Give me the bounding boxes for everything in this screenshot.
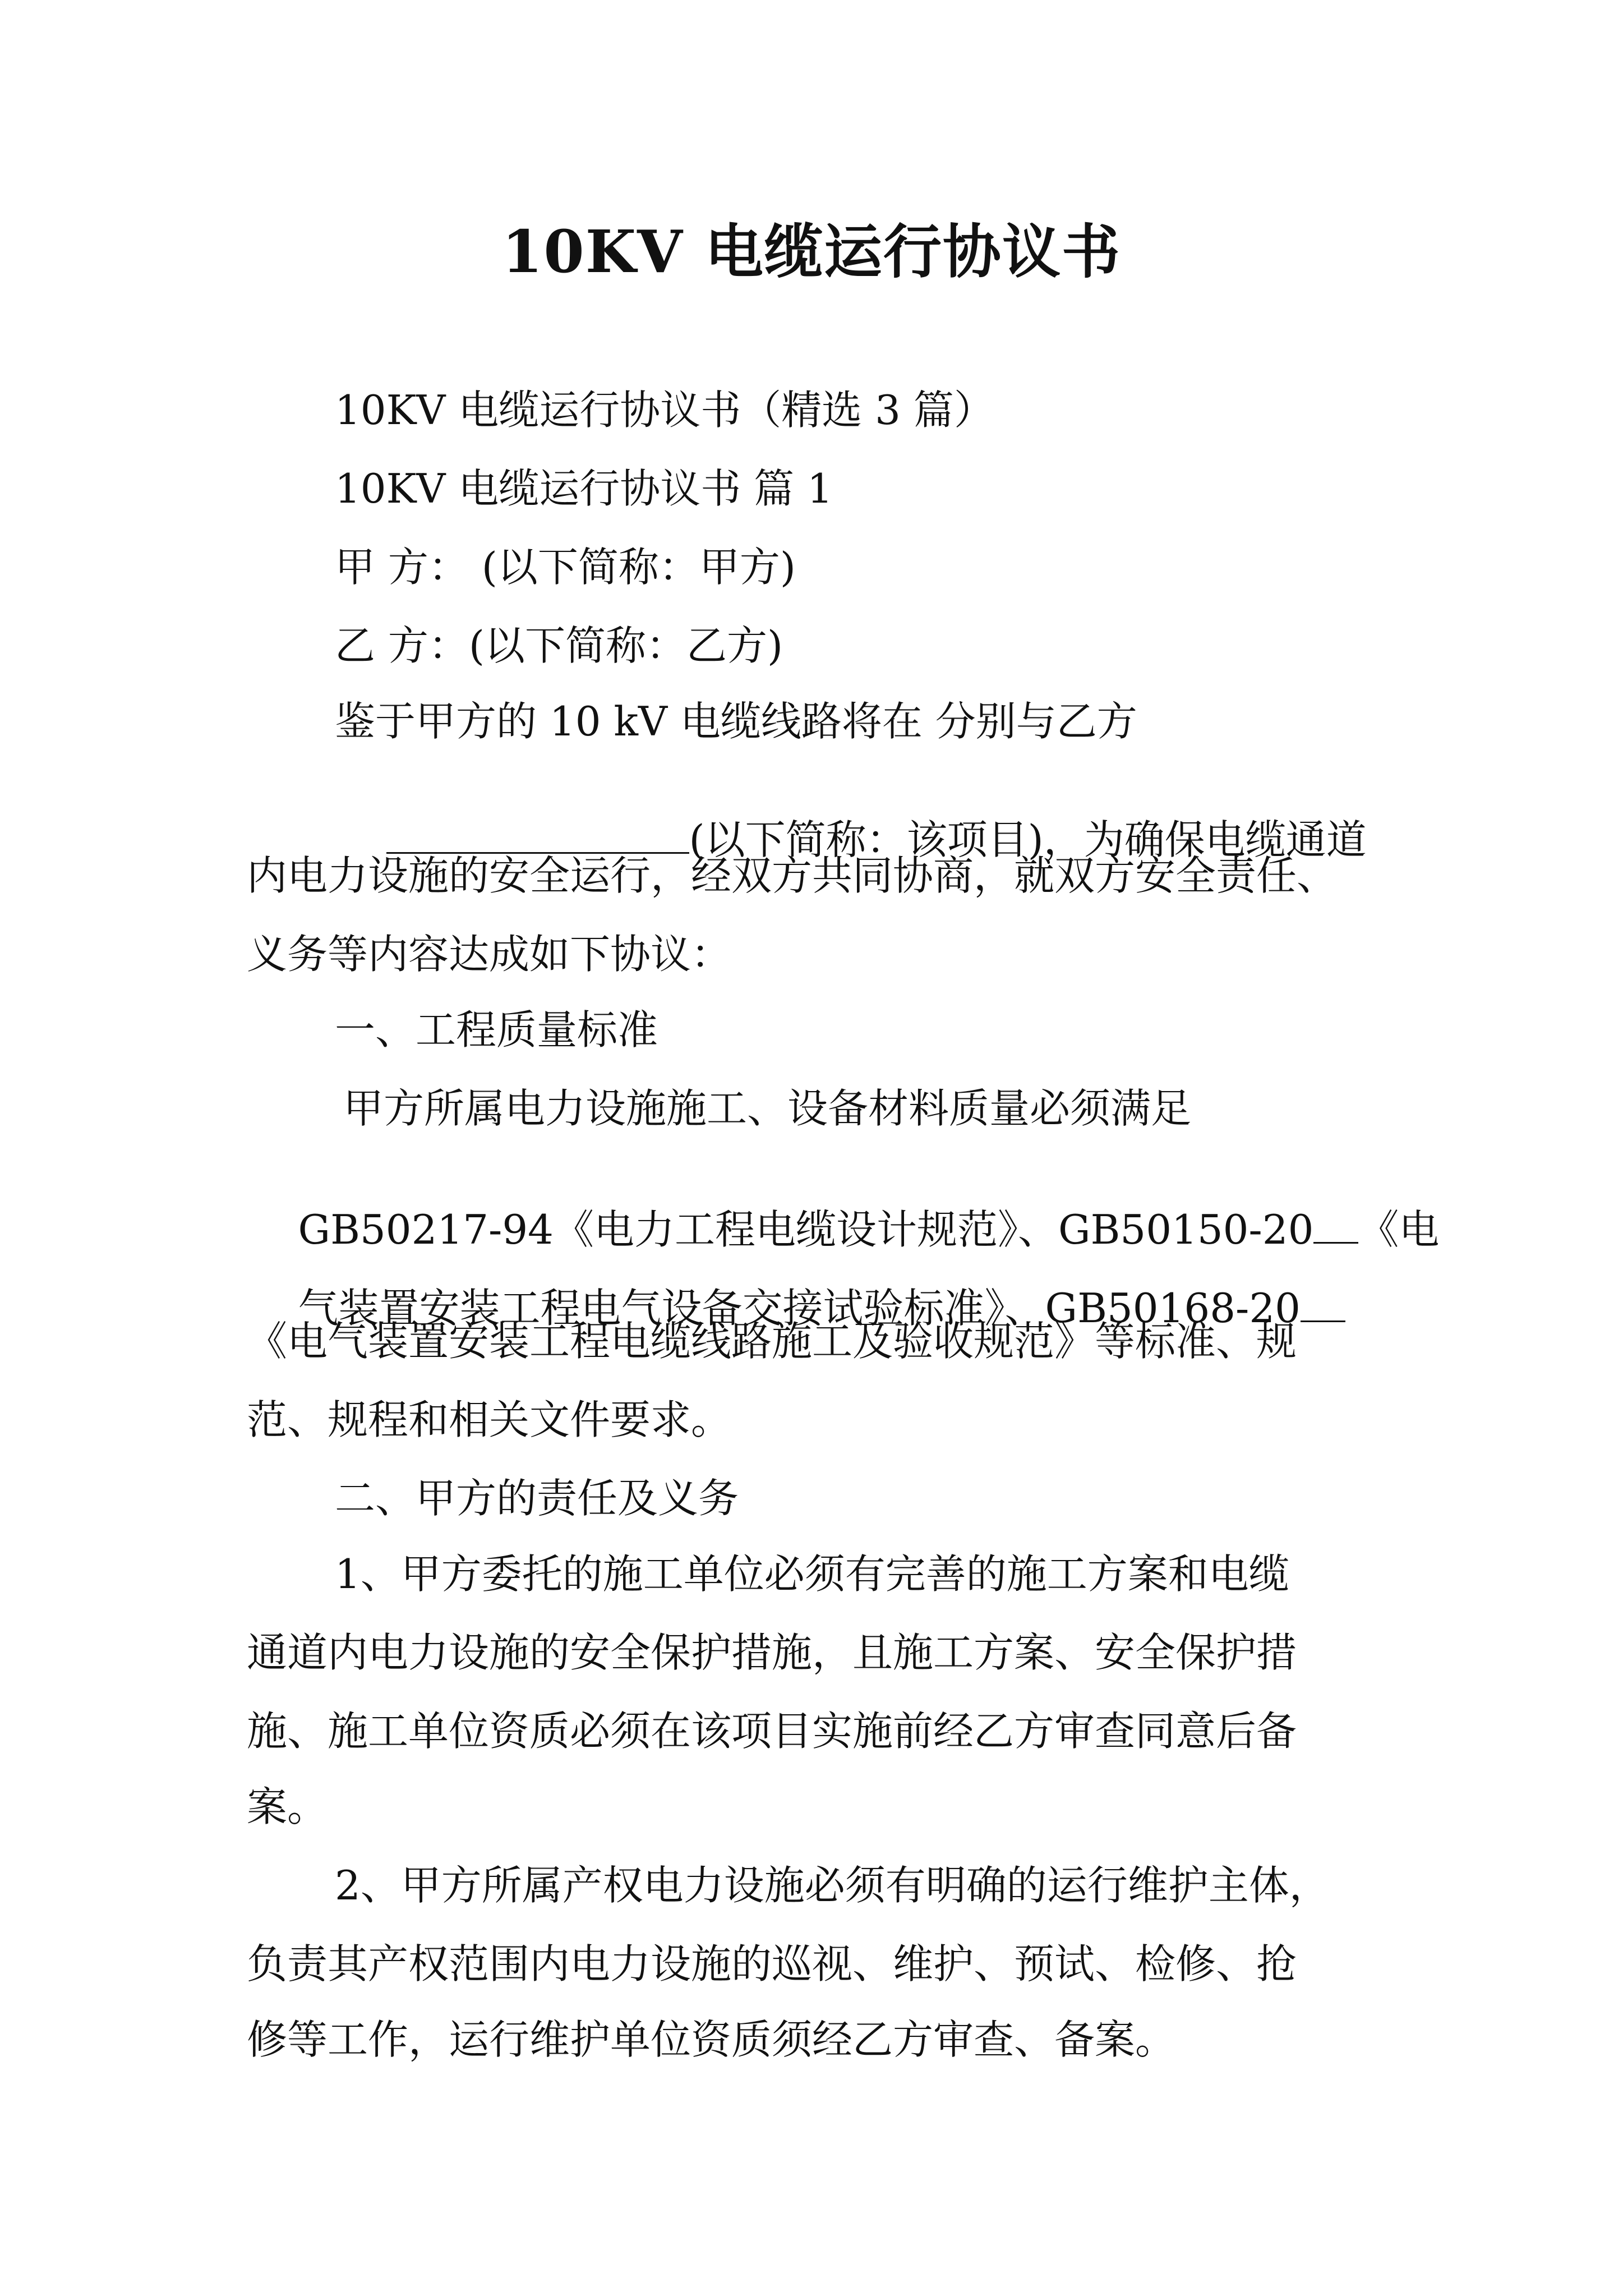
page-title: 10KV 电缆运行协议书 [501, 217, 1122, 286]
subtitle-line: 10KV 电缆运行协议书（精选 3 篇） [335, 386, 994, 434]
fill-in-blank [1301, 1286, 1345, 1322]
paragraph-line: 《电气装置安装工程电缆线路施工及验收规范》等标准、规 [247, 1318, 1297, 1365]
paragraph-line: 内电力设施的安全运行，经双方共同协商，就双方安全责任、 [247, 852, 1338, 899]
paragraph-line: 负责其产权范围内电力设施的巡视、维护、预试、检修、抢 [247, 1940, 1297, 1987]
party-b-line: 乙 方：(以下简称：乙方) [335, 622, 783, 669]
section-heading-line: 二、甲方的责任及义务 [335, 1475, 739, 1522]
section-heading-line: 10KV 电缆运行协议书 篇 1 [335, 465, 833, 512]
fill-in-blank [386, 817, 689, 854]
party-a-line: 甲 方： (以下简称：甲方) [335, 544, 796, 591]
paragraph-line: 范、规程和相关文件要求。 [247, 1396, 732, 1443]
paragraph-line: 2、甲方所属产权电力设施必须有明确的运行维护主体， [335, 1862, 1330, 1909]
paragraph-text: 《电 [1358, 1206, 1440, 1253]
paragraph-text: 气装置安装工程电气设备交接试验标准》、GB50168-20 [298, 1285, 1301, 1332]
paragraph-line: 施、施工单位资质必须在该项目实施前经乙方审查同意后备 [247, 1708, 1297, 1755]
paragraph-line: 义务等内容达成如下协议： [247, 931, 732, 978]
paragraph-line: 甲方所属电力设施施工、设备材料质量必须满足 [343, 1085, 1192, 1132]
fill-in-blank [1313, 1207, 1358, 1244]
paragraph-line: 修等工作，运行维护单位资质须经乙方审查、备案。 [247, 2016, 1176, 2063]
section-heading-line: 一、工程质量标准 [335, 1006, 658, 1053]
paragraph-line: 通道内电力设施的安全保护措施，且施工方案、安全保护措 [247, 1629, 1297, 1676]
paragraph-text: (以下简称：该项目)，为确保电缆通道 [689, 816, 1367, 863]
paragraph-line: 1、甲方委托的施工单位必须有完善的施工方案和电缆 [335, 1550, 1289, 1598]
paragraph-text: GB50217-94《电力工程电缆设计规范》、GB50150-20 [298, 1206, 1314, 1253]
paragraph-line: 鉴于甲方的 10 kV 电缆线路将在 分别与乙方 [335, 698, 1137, 745]
paragraph-line: 案。 [247, 1783, 328, 1830]
